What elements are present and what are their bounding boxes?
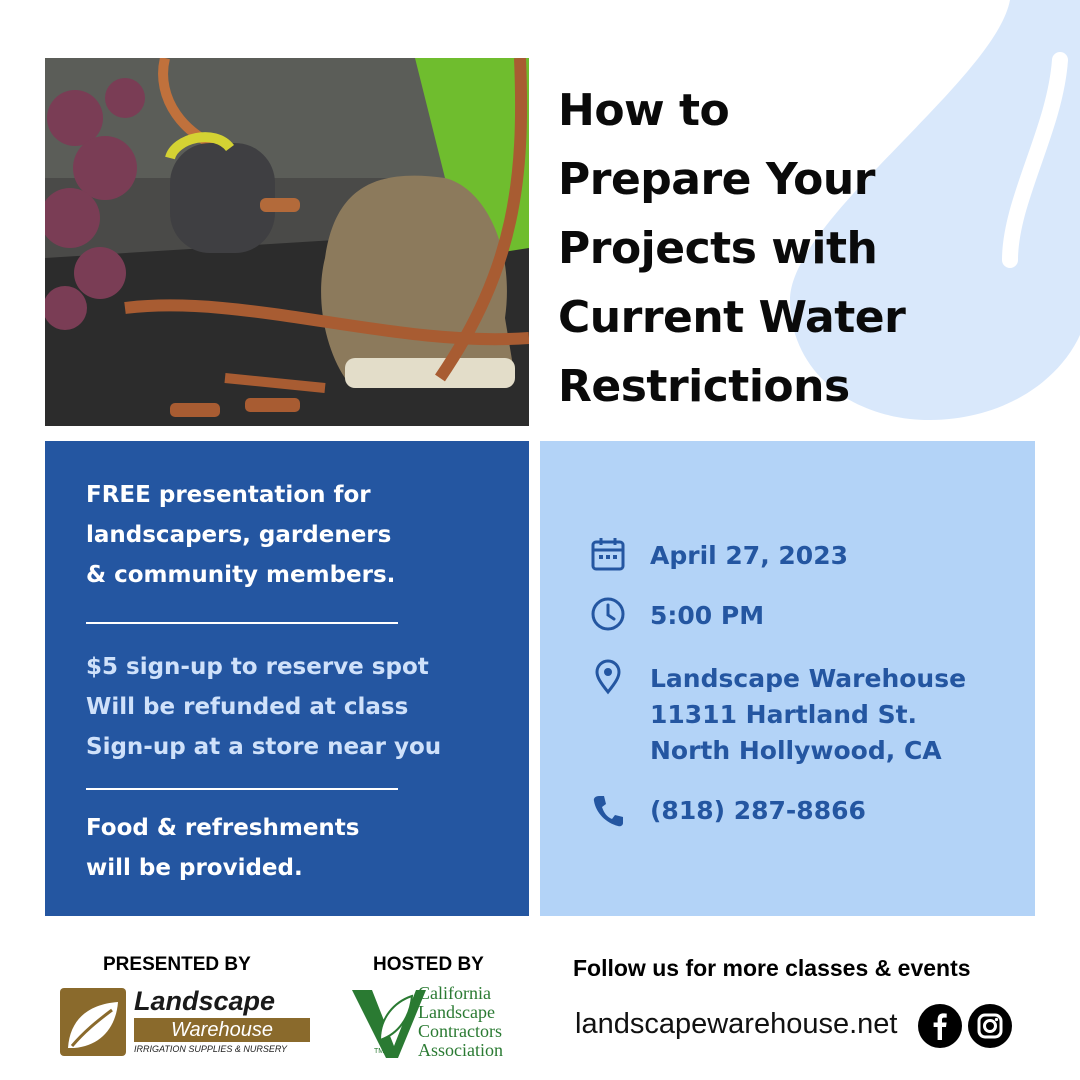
event-phone: (818) 287-8866: [650, 796, 866, 825]
divider: [86, 622, 398, 624]
leaf-icon: [60, 988, 126, 1056]
location-line: North Hollywood, CA: [650, 736, 942, 765]
clca-logo: [350, 984, 540, 1062]
logo-tagline: IRRIGATION SUPPLIES & NURSERY: [134, 1044, 288, 1054]
food-text: [86, 808, 360, 888]
clca-line: California: [418, 983, 491, 1003]
clca-name: [418, 984, 503, 1060]
landscape-warehouse-logo: [60, 986, 315, 1058]
details-panel: [45, 441, 529, 916]
intro-text: [86, 475, 395, 595]
clca-line: Contractors: [418, 1021, 502, 1041]
event-date: April 27, 2023: [650, 541, 848, 570]
title-line: Projects with: [558, 223, 878, 274]
signup-text: [86, 647, 441, 767]
presented-by-label: PRESENTED BY: [103, 954, 251, 975]
event-time: 5:00 PM: [650, 601, 765, 630]
title-line: Current Water: [558, 292, 906, 343]
clca-line: Landscape: [418, 1002, 495, 1022]
title-line: How to: [558, 85, 730, 136]
page-title: [558, 76, 1058, 421]
website-link[interactable]: landscapewarehouse.net: [575, 1008, 898, 1040]
signup-line: $5 sign-up to reserve spot: [86, 654, 429, 680]
logo-band: Warehouse: [134, 1018, 310, 1042]
title-line: Restrictions: [558, 361, 850, 412]
intro-line: FREE presentation for: [86, 482, 371, 508]
intro-line: landscapers, gardeners: [86, 522, 392, 548]
food-line: Food & refreshments: [86, 815, 360, 841]
event-location: [650, 661, 966, 769]
irrigation-photo: [45, 58, 529, 426]
location-pin-icon: [590, 659, 626, 695]
location-line: 11311 Hartland St.: [650, 700, 918, 729]
signup-line: Sign-up at a store near you: [86, 734, 442, 760]
event-info-panel: [540, 441, 1035, 916]
clock-icon: [590, 596, 626, 632]
trademark-mark: TM: [374, 1048, 385, 1055]
location-line: Landscape Warehouse: [650, 664, 967, 693]
food-line: will be provided.: [86, 855, 303, 881]
logo-name: Landscape: [134, 986, 276, 1016]
signup-line: Will be refunded at class: [86, 694, 409, 720]
phone-icon: [590, 793, 626, 829]
divider: [86, 788, 398, 790]
follow-text: Follow us for more classes & events: [573, 955, 971, 981]
hosted-by-label: HOSTED BY: [373, 954, 484, 975]
instagram-icon[interactable]: [968, 1004, 1012, 1048]
clca-line: Association: [418, 1040, 503, 1060]
intro-line: & community members.: [86, 562, 396, 588]
calendar-icon: [590, 536, 626, 572]
title-line: Prepare Your: [558, 154, 875, 205]
facebook-icon[interactable]: [918, 1004, 962, 1048]
